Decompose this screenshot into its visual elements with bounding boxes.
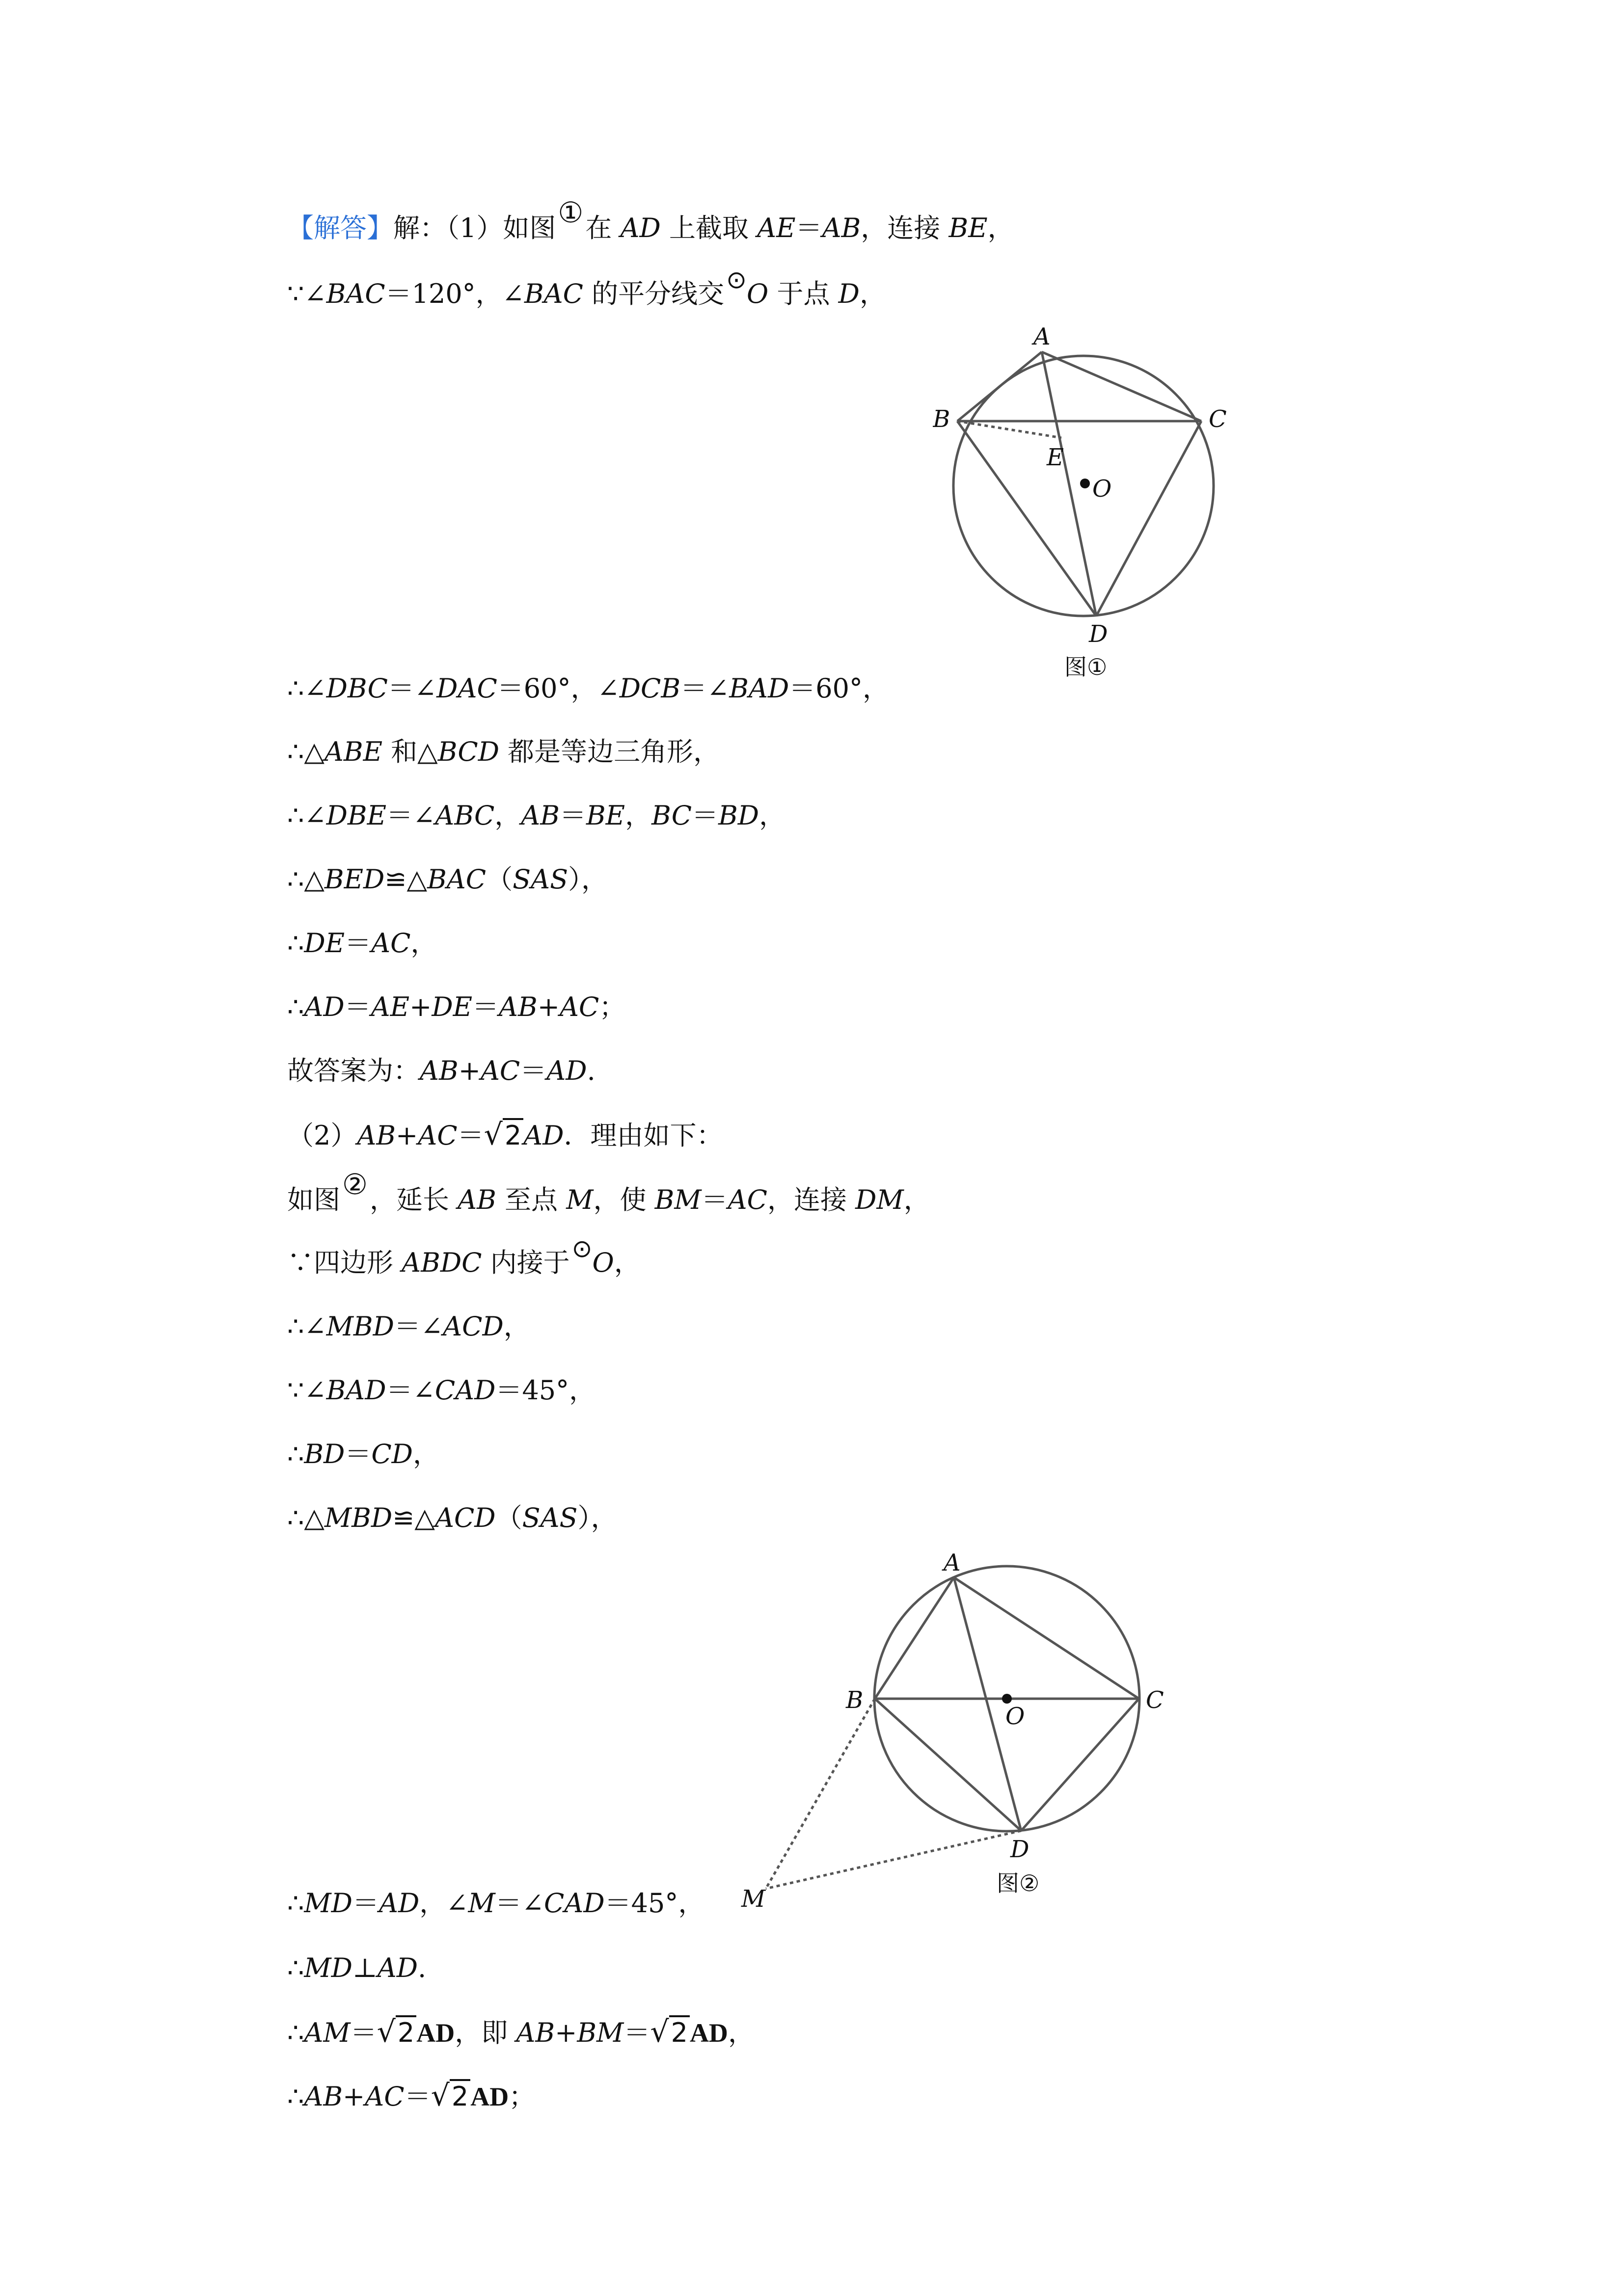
var: ACD [443, 1311, 504, 1342]
var: AB [499, 991, 538, 1022]
var: BAC [524, 278, 583, 309]
var: BAC [427, 864, 487, 895]
text: ＝∠ [386, 1375, 435, 1406]
sqrt-two [377, 2017, 417, 2048]
solution-line-13 [287, 1309, 530, 1344]
text: 如图 [287, 1184, 340, 1215]
var: BAD [729, 673, 789, 704]
text: ，延长 [370, 1184, 458, 1215]
var: BD [304, 1439, 345, 1469]
text: ＝ [345, 928, 372, 959]
var: ABDC [402, 1247, 482, 1278]
text: 上截取 [660, 213, 758, 243]
var: BM [577, 2017, 624, 2048]
var-plain: AD [470, 2082, 509, 2111]
text: ＝ [795, 213, 822, 243]
segment-ab [875, 1577, 954, 1699]
text: ， [412, 1439, 439, 1469]
figure-1 [933, 309, 1257, 682]
figure-1-caption: 图① [1064, 654, 1108, 680]
var: AB [304, 2081, 343, 2112]
var: ACD [434, 1502, 496, 1533]
text: ∴△ [287, 1502, 325, 1533]
var: DBE [326, 800, 387, 831]
solution-line-17 [287, 1886, 704, 1921]
answer-tag: 【解答】 [287, 213, 393, 243]
var: BCD [437, 736, 499, 767]
var: ABC [435, 800, 495, 831]
label-c: C [1209, 405, 1227, 433]
var: AB [521, 800, 560, 831]
var: AD [523, 1120, 564, 1151]
var: BE [948, 213, 988, 243]
radicand: 2 [503, 1118, 523, 1151]
text: ，连接 [767, 1184, 856, 1215]
text: ⊥ [352, 1952, 378, 1983]
solution-line-1 [287, 196, 1014, 245]
text: ∴△ [287, 864, 325, 895]
text: ∴ [287, 2017, 304, 2048]
figure-2-caption: 图② [997, 1870, 1040, 1896]
text: ．理由如下： [564, 1120, 723, 1151]
text: ∴∠ [287, 800, 326, 831]
var: BAD [326, 1375, 386, 1406]
var: BAC [326, 278, 385, 309]
text: 于点 [768, 278, 839, 309]
center-point [1080, 479, 1090, 488]
segment-dm-dotted [766, 1831, 1021, 1889]
var: AB [458, 1184, 496, 1215]
text: ＝ [559, 800, 586, 831]
label-d: D [1010, 1836, 1029, 1863]
text: ，即 [455, 2017, 516, 2048]
solution-line-5 [287, 799, 785, 833]
var: AB [357, 1120, 396, 1151]
var: AC [418, 1120, 458, 1151]
radical-sign: √ [650, 2015, 669, 2049]
var: AD [620, 213, 661, 243]
var: ABE [324, 736, 382, 767]
text: ＝∠ [387, 673, 437, 704]
var: D [838, 278, 860, 309]
text: ； [509, 2081, 536, 2112]
circle-symbol: ⊙ [726, 266, 747, 294]
sqrt-two [484, 1120, 524, 1151]
solution-line-8 [287, 990, 625, 1024]
solution-line-7 [287, 926, 437, 961]
text: ， [903, 1184, 930, 1215]
sqrt-two [431, 2081, 471, 2112]
text: 故答案为： [287, 1055, 420, 1086]
var: CD [371, 1439, 413, 1469]
var: M [566, 1184, 594, 1215]
text: ＝120°，∠ [385, 278, 524, 309]
var: AE [371, 991, 410, 1022]
figure-ref-2: ② [342, 1168, 368, 1201]
text: 内接于 [482, 1247, 570, 1278]
circle-symbol: ⊙ [571, 1234, 593, 1263]
radicand: 2 [669, 2015, 690, 2048]
label-o: O [1092, 475, 1112, 503]
text: ＝ [692, 800, 719, 831]
text: ，连接 [861, 213, 949, 243]
solution-line-3 [287, 671, 889, 706]
var: BC [651, 800, 692, 831]
label-b: B [933, 405, 950, 433]
text: ∴ [287, 1888, 304, 1919]
text: ， [494, 800, 521, 831]
var: AC [559, 991, 599, 1022]
var: AD [546, 1055, 587, 1086]
text: + [537, 991, 560, 1022]
segment-bm-dotted [766, 1699, 875, 1889]
text: ＝∠ [680, 673, 730, 704]
label-b: B [846, 1686, 864, 1714]
var: DBC [326, 673, 388, 704]
var: AB [822, 213, 861, 243]
text: ， [728, 2017, 755, 2048]
var: SAS [513, 864, 568, 895]
var: DE [304, 928, 345, 959]
radical-sign: √ [377, 2015, 396, 2049]
text: ， [987, 213, 1014, 243]
text: ∴∠ [287, 673, 326, 704]
label-m: M [741, 1885, 766, 1913]
var: AC [371, 928, 411, 959]
solution-line-9 [287, 1054, 595, 1088]
var: BM [654, 1184, 702, 1215]
var: MBD [324, 1502, 393, 1533]
text: ∵∠ [287, 278, 326, 309]
text: ＝60°， [789, 673, 889, 704]
var: AD [379, 1888, 420, 1919]
figure-2 [727, 1536, 1168, 1929]
text: 在 [585, 213, 621, 243]
text: ， [759, 800, 786, 831]
var: DAC [436, 673, 497, 704]
text: ＝∠ [386, 800, 435, 831]
text: ＝ [350, 2017, 377, 2048]
radical-sign: √ [431, 2079, 450, 2113]
text: ∴ [287, 991, 304, 1022]
text: ，∠ [419, 1888, 468, 1919]
text: ≌△ [384, 864, 428, 895]
text: + [555, 2017, 577, 2048]
text: + [396, 1120, 418, 1151]
text: ， [625, 800, 652, 831]
var: AD [377, 1952, 418, 1983]
var: CAD [544, 1888, 605, 1919]
text: ∴ [287, 2081, 304, 2112]
var: DE [432, 991, 473, 1022]
label-a: A [944, 1549, 961, 1576]
radicand: 2 [396, 2015, 416, 2048]
text: （ [486, 864, 513, 895]
solution-line-4 [287, 735, 720, 769]
var: DM [855, 1184, 904, 1215]
var: O [592, 1247, 614, 1278]
text: ∴ [287, 1439, 304, 1469]
solution-line-12 [287, 1234, 641, 1281]
text: ＝ [344, 991, 371, 1022]
text: 至点 [496, 1184, 567, 1215]
var: O [747, 278, 769, 309]
var: AB [516, 2017, 555, 2048]
text: ， [410, 928, 437, 959]
label-c: C [1146, 1686, 1164, 1714]
segment-ab [957, 352, 1042, 421]
text: （ [495, 1502, 522, 1533]
var: AC [480, 1055, 520, 1086]
text: + [458, 1055, 481, 1086]
text: ， [503, 1311, 530, 1342]
label-o: O [1005, 1703, 1025, 1730]
text: + [343, 2081, 365, 2112]
text: ＝ [352, 1888, 379, 1919]
solution-line-14 [287, 1373, 595, 1408]
var: SAS [522, 1502, 578, 1533]
text: ∴∠ [287, 1311, 326, 1342]
var: BED [324, 864, 385, 895]
var: AE [757, 213, 796, 243]
text: ）， [568, 864, 608, 895]
solution-line-16 [287, 1501, 618, 1535]
text: ＝ [345, 1439, 372, 1469]
text: ， [614, 1247, 641, 1278]
var: DCB [619, 673, 681, 704]
figure-ref-1: ① [558, 196, 584, 229]
text: ， [859, 278, 886, 309]
text: ∵四边形 [287, 1247, 402, 1278]
text: ； [599, 991, 626, 1022]
var: AM [304, 2017, 351, 2048]
var-plain: AD [689, 2018, 728, 2048]
solution-line-15 [287, 1437, 439, 1471]
text: ＝ [472, 991, 499, 1022]
var: MD [304, 1952, 352, 1983]
solution-line-2 [287, 266, 886, 312]
var: BE [586, 800, 625, 831]
text: （2） [287, 1120, 357, 1151]
text: 的平分线交 [583, 278, 725, 309]
text: ＝ [520, 1055, 547, 1086]
text: ＝ [701, 1184, 728, 1215]
text: ≌△ [392, 1502, 435, 1533]
text: ∴△ [287, 736, 325, 767]
text: . [418, 1952, 427, 1983]
segment-cd [1096, 421, 1201, 616]
var: AD [304, 991, 345, 1022]
var: M [468, 1888, 495, 1919]
text: ∵∠ [287, 1375, 326, 1406]
var: AB [420, 1055, 459, 1086]
radical-sign: √ [484, 1118, 503, 1152]
text: ＝∠ [495, 1888, 544, 1919]
center-point [1002, 1694, 1012, 1704]
var: CAD [434, 1375, 496, 1406]
solution-line-10 [287, 1118, 723, 1153]
solution-line-19 [287, 2015, 755, 2050]
segment-be-dotted [957, 421, 1061, 438]
text: 都是等边三角形， [499, 736, 720, 767]
solution-line-20 [287, 2079, 535, 2114]
solution-line-6 [287, 862, 608, 897]
text: ∴ [287, 1952, 304, 1983]
radicand: 2 [450, 2079, 470, 2112]
sqrt-two [650, 2017, 690, 2048]
text: ∴ [287, 928, 304, 959]
text: ＝45°， [604, 1888, 705, 1919]
label-d: D [1089, 620, 1108, 648]
var: BD [718, 800, 759, 831]
label-a: A [1033, 323, 1051, 350]
solution-line-18 [287, 1951, 426, 1985]
var: MBD [326, 1311, 394, 1342]
var-plain: AD [416, 2018, 455, 2048]
text: ＝ [623, 2017, 650, 2048]
text: ＝ [404, 2081, 431, 2112]
text: ＝∠ [394, 1311, 443, 1342]
text: 和△ [382, 736, 438, 767]
text: ）， [577, 1502, 618, 1533]
text: + [409, 991, 432, 1022]
text: . [587, 1055, 595, 1086]
text: 解：（1）如图 [393, 213, 556, 243]
segment-bd [875, 1699, 1021, 1831]
solution-line-11 [287, 1168, 930, 1217]
var: AC [365, 2081, 405, 2112]
text: ，使 [593, 1184, 655, 1215]
var: AC [728, 1184, 767, 1215]
label-e: E [1047, 444, 1064, 471]
text: ＝60°，∠ [497, 673, 620, 704]
text: ＝45°， [495, 1375, 596, 1406]
var: MD [304, 1888, 352, 1919]
text: ＝ [457, 1120, 484, 1151]
